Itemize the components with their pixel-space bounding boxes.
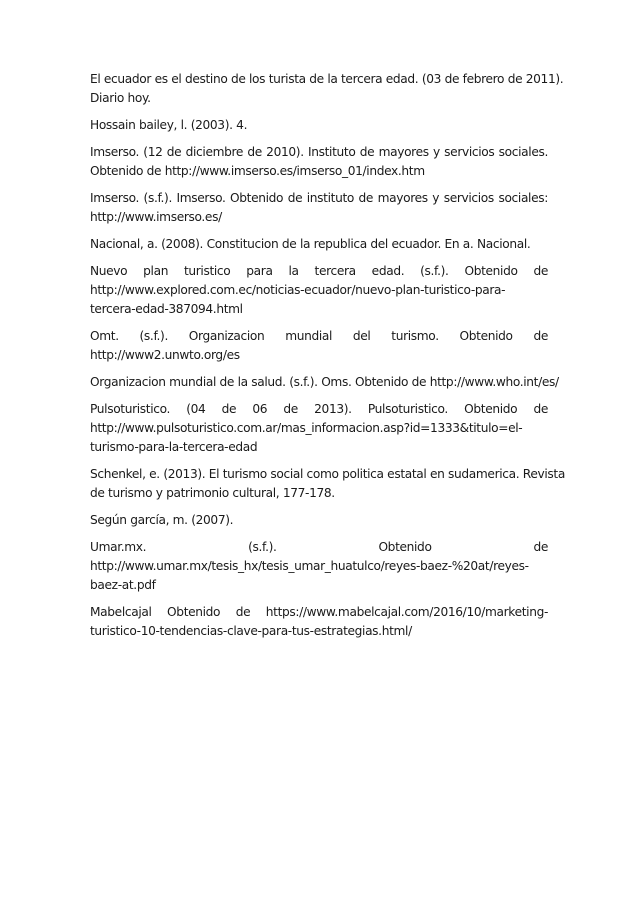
reference-line: Diario hoy. (90, 91, 151, 105)
reference-entry (90, 143, 548, 181)
reference-line: Según garcía, m. (2007). (90, 513, 234, 527)
reference-entry (90, 465, 565, 503)
reference-line: http://www.umar.mx/tesis_hx/tesis_umar_huatulco/reyes-baez-%20at/reyes- (90, 559, 529, 573)
reference-line: Mabelcajal Obtenido de https://www.mabelcajal.com/2016/10/marketing- (90, 605, 548, 619)
reference-line: Nacional, a. (2008). Constitucion de la republica del ecuador. En a. Nacional. (90, 237, 531, 251)
reference-entry (90, 116, 548, 135)
reference-line: Omt. (s.f.). Organizacion mundial del turismo. Obtenido de (90, 329, 548, 343)
reference-line: Hossain bailey, l. (2003). 4. (90, 118, 248, 132)
reference-entry (90, 511, 548, 530)
reference-line: de turismo y patrimonio cultural, 177-178. (90, 486, 335, 500)
reference-entry (90, 400, 548, 457)
reference-line: Schenkel, e. (2013). El turismo social como politica estatal en sudamerica. Revista (90, 467, 565, 481)
reference-line: tercera-edad-387094.html (90, 302, 243, 316)
reference-line: Organizacion mundial de la salud. (s.f.). Oms. Obtenido de http://www.who.int/es/ (90, 375, 559, 389)
reference-entry (90, 70, 564, 108)
reference-line: turistico-10-tendencias-clave-para-tus-estrategias.html/ (90, 624, 412, 638)
reference-line: http://www2.unwto.org/es (90, 348, 240, 362)
reference-line: Obtenido de http://www.imserso.es/imserso_01/index.htm (90, 164, 425, 178)
reference-entry (90, 327, 548, 365)
reference-line: http://www.explored.com.ec/noticias-ecuador/nuevo-plan-turistico-para- (90, 283, 506, 297)
reference-entry (90, 189, 548, 227)
reference-line: Imserso. (12 de diciembre de 2010). Instituto de mayores y servicios sociales. (90, 145, 548, 159)
reference-line: baez-at.pdf (90, 578, 156, 592)
reference-line: Nuevo plan turistico para la tercera edad. (s.f.). Obtenido de (90, 264, 548, 278)
reference-line: El ecuador es el destino de los turista de la tercera edad. (03 de febrero de 2011). (90, 72, 564, 86)
reference-entry (90, 538, 548, 595)
reference-entry (90, 262, 548, 319)
reference-line: http://www.pulsoturistico.com.ar/mas_informacion.asp?id=1333&titulo=el- (90, 421, 523, 435)
reference-entry (90, 603, 548, 641)
reference-line: http://www.imserso.es/ (90, 210, 222, 224)
reference-line: Imserso. (s.f.). Imserso. Obtenido de instituto de mayores y servicios sociales: (90, 191, 548, 205)
reference-line: Pulsoturistico. (04 de 06 de 2013). Pulsoturistico. Obtenido de (90, 402, 548, 416)
reference-entry (90, 373, 559, 392)
reference-line: Umar.mx. (s.f.). Obtenido de (90, 540, 548, 554)
references-page (90, 70, 565, 649)
reference-line: turismo-para-la-tercera-edad (90, 440, 258, 454)
reference-entry (90, 235, 548, 254)
